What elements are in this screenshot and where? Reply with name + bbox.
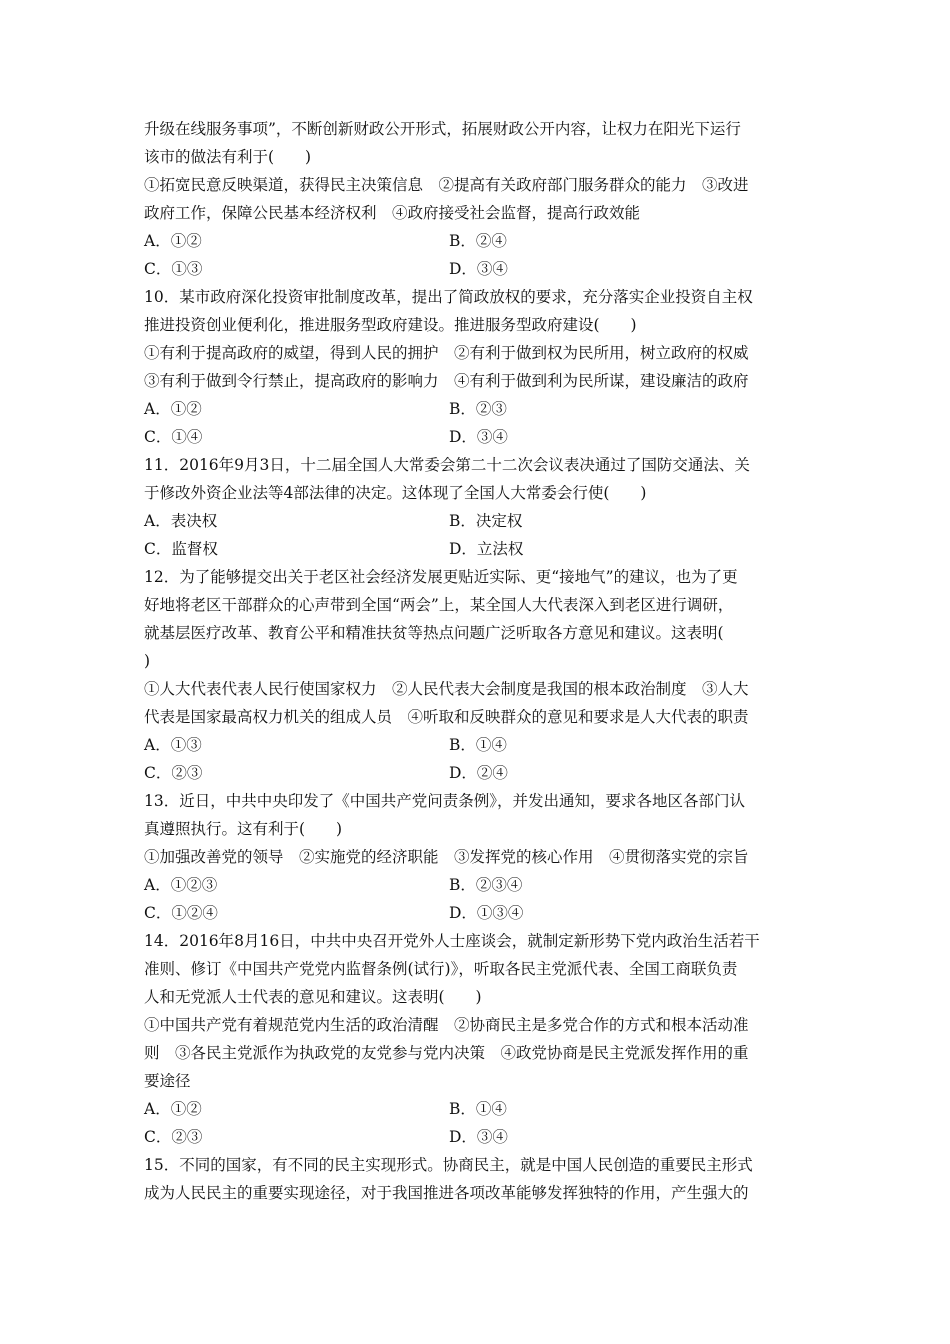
answer-option: B．②③ — [449, 400, 507, 418]
text-line: 要途径 — [144, 1072, 191, 1090]
text-line: 推进投资创业便利化，推进服务型政府建设。推进服务型政府建设( ) — [144, 316, 637, 334]
text-line: ) — [144, 652, 151, 670]
answer-option: C．监督权 — [144, 540, 218, 558]
text-line: 成为人民民主的重要实现途径，对于我国推进各项改革能够发挥独特的作用，产生强大的 — [144, 1184, 749, 1202]
answer-options-row — [144, 871, 812, 899]
answer-option: B．①④ — [449, 736, 507, 754]
answer-option: B．①④ — [449, 1100, 507, 1118]
answer-options-row — [144, 1123, 812, 1151]
text-line: 人和无党派人士代表的意见和建议。这表明( ) — [144, 988, 482, 1006]
answer-option: D．②④ — [449, 764, 508, 782]
text-line: 于修改外资企业法等4部法律的决定。这体现了全国人大常委会行使( ) — [144, 484, 647, 502]
text-line: 12．为了能够提交出关于老区社会经济发展更贴近实际、更“接地气”的建议，也为了更 — [144, 568, 738, 586]
text-line: 14．2016年8月16日，中共中央召开党外人士座谈会，就制定新形势下党内政治生活若干 — [144, 932, 760, 950]
answer-options-row — [144, 1095, 812, 1123]
answer-options-row — [144, 423, 812, 451]
answer-options-row — [144, 227, 812, 255]
answer-option: C．①④ — [144, 428, 203, 446]
answer-option: D．立法权 — [449, 540, 524, 558]
answer-options-row — [144, 535, 812, 563]
answer-option: B．决定权 — [449, 512, 523, 530]
answer-option: A．①② — [144, 400, 202, 418]
text-line: ①拓宽民意反映渠道，获得民主决策信息 ②提高有关政府部门服务群众的能力 ③改进 — [144, 176, 749, 194]
text-line: ①有利于提高政府的威望，得到人民的拥护 ②有利于做到权为民所用，树立政府的权威 — [144, 344, 749, 362]
answer-options-row — [144, 255, 812, 283]
answer-option: A．①② — [144, 1100, 202, 1118]
text-line: 升级在线服务事项”，不断创新财政公开形式，拓展财政公开内容，让权力在阳光下运行 — [144, 120, 741, 138]
answer-options-row — [144, 899, 812, 927]
answer-option: D．③④ — [449, 1128, 508, 1146]
answer-option: A．①② — [144, 232, 202, 250]
answer-option: B．②④ — [449, 232, 507, 250]
text-line: 真遵照执行。这有利于( ) — [144, 820, 343, 838]
answer-option: C．①③ — [144, 260, 203, 278]
answer-option: C．②③ — [144, 764, 203, 782]
answer-option: C．②③ — [144, 1128, 203, 1146]
text-line: 则 ③各民主党派作为执政党的友党参与党内决策 ④政党协商是民主党派发挥作用的重 — [144, 1044, 749, 1062]
document-content — [144, 115, 812, 1207]
text-line: 13．近日，中共中央印发了《中国共产党问责条例》，并发出通知，要求各地区各部门认 — [144, 792, 745, 810]
answer-options-row — [144, 395, 812, 423]
answer-option: B．②③④ — [449, 876, 523, 894]
text-line: ①人大代表代表人民行使国家权力 ②人民代表大会制度是我国的根本政治制度 ③人大 — [144, 680, 749, 698]
text-line: 准则、修订《中国共产党党内监督条例(试行)》，听取各民主党派代表、全国工商联负责 — [144, 960, 738, 978]
text-line: 10．某市政府深化投资审批制度改革，提出了简政放权的要求，充分落实企业投资自主权 — [144, 288, 753, 306]
text-line: ①中国共产党有着规范党内生活的政治清醒 ②协商民主是多党合作的方式和根本活动准 — [144, 1016, 749, 1034]
text-line: 好地将老区干部群众的心声带到全国“两会”上，某全国人大代表深入到老区进行调研， — [144, 596, 734, 614]
text-line: 该市的做法有利于( ) — [144, 148, 312, 166]
answer-options-row — [144, 731, 812, 759]
answer-options-row — [144, 507, 812, 535]
text-line: 11．2016年9月3日，十二届全国人大常委会第二十二次会议表决通过了国防交通法、关 — [144, 456, 750, 474]
answer-options-row — [144, 759, 812, 787]
text-line: 政府工作，保障公民基本经济权利 ④政府接受社会监督，提高行政效能 — [144, 204, 641, 222]
answer-option: D．③④ — [449, 428, 508, 446]
answer-option: A．①②③ — [144, 876, 218, 894]
answer-option: A．①③ — [144, 736, 202, 754]
answer-option: D．③④ — [449, 260, 508, 278]
text-line: 代表是国家最高权力机关的组成人员 ④听取和反映群众的意见和要求是人大代表的职责 — [144, 708, 749, 726]
answer-option: C．①②④ — [144, 904, 218, 922]
answer-option: D．①③④ — [449, 904, 524, 922]
answer-option: A．表决权 — [144, 512, 218, 530]
text-line: ①加强改善党的领导 ②实施党的经济职能 ③发挥党的核心作用 ④贯彻落实党的宗旨 — [144, 848, 749, 866]
text-line: 就基层医疗改革、教育公平和精准扶贫等热点问题广泛听取各方意见和建议。这表明( — [144, 624, 724, 642]
text-line: ③有利于做到令行禁止，提高政府的影响力 ④有利于做到利为民所谋，建设廉洁的政府 — [144, 372, 749, 390]
text-line: 15．不同的国家，有不同的民主实现形式。协商民主，就是中国人民创造的重要民主形式 — [144, 1156, 753, 1174]
